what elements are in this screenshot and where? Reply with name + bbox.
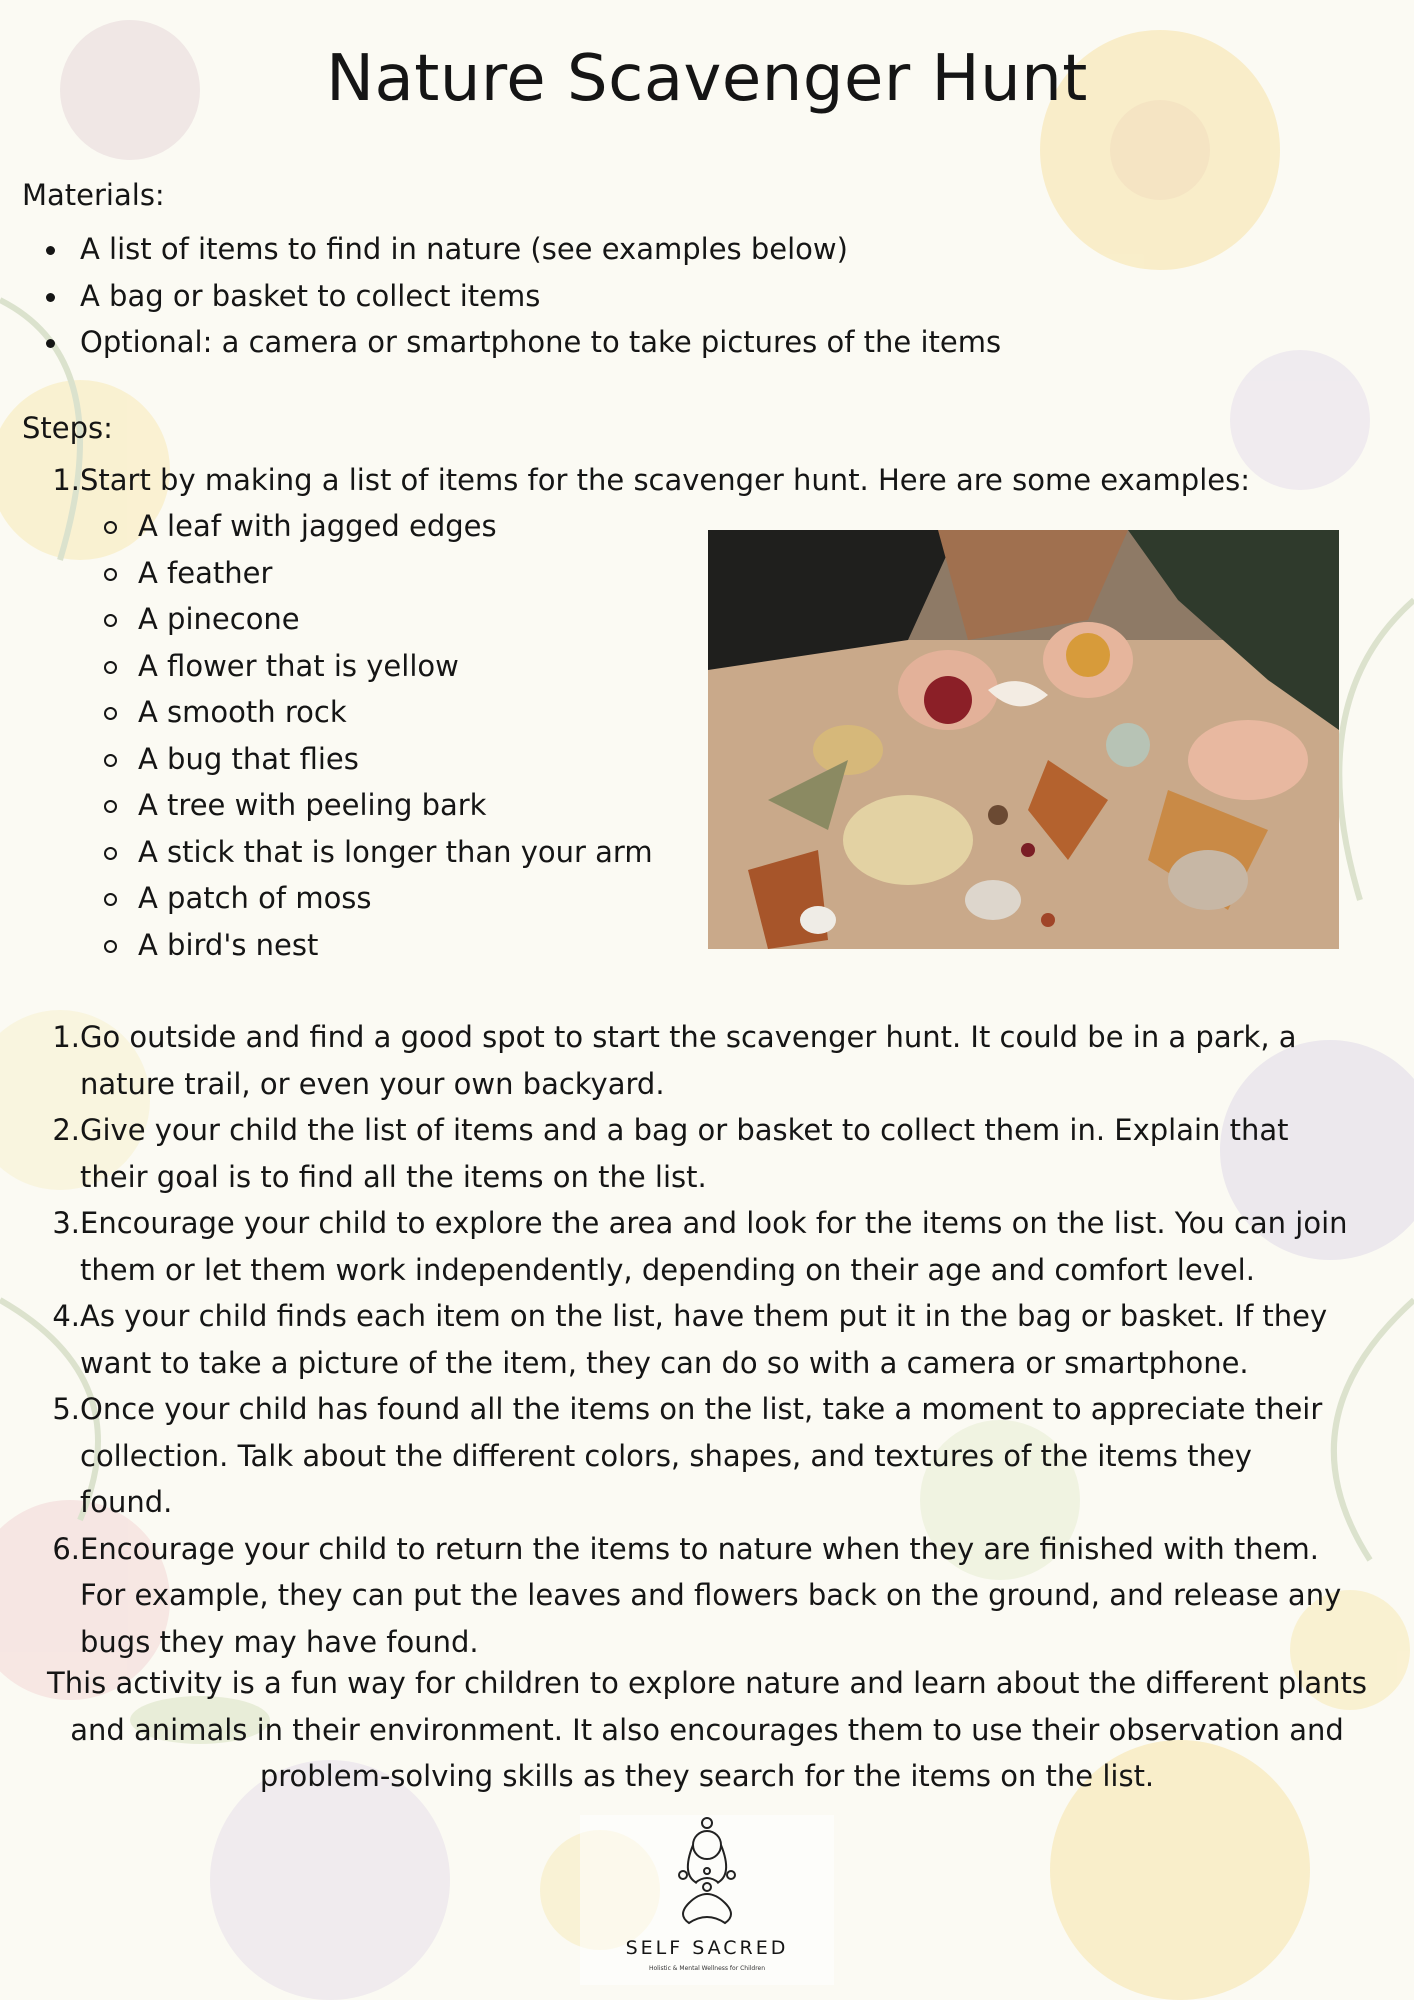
list-item: A bug that flies: [80, 736, 653, 783]
list-item: [22, 1107, 1352, 1200]
list-item: [22, 1014, 1352, 1107]
list-item: A pinecone: [80, 596, 653, 643]
list-item: A leaf with jagged edges: [80, 503, 653, 550]
step-number: 4.: [52, 1299, 80, 1333]
list-item: A smooth rock: [80, 689, 653, 736]
page-title: Nature Scavenger Hunt: [326, 42, 1088, 116]
list-item: A list of items to find in nature (see examples below): [22, 226, 1001, 273]
materials-heading: Materials:: [22, 178, 165, 212]
list-item: A bag or basket to collect items: [22, 273, 1001, 320]
list-item: A patch of moss: [80, 875, 653, 922]
materials-list: [22, 226, 1001, 366]
step-number: 2.: [52, 1113, 80, 1147]
step-number: 5.: [52, 1392, 80, 1426]
list-item: [22, 1526, 1352, 1666]
step-text: Go outside and find a good spot to start the scavenger hunt. It could be in a park, a nature trail, or even your own backyard.: [80, 1020, 1297, 1101]
list-item: [22, 1386, 1352, 1526]
step-intro: [22, 457, 1250, 504]
list-item: A tree with peeling bark: [80, 782, 653, 829]
steps-list: [22, 1014, 1352, 1665]
step-text: Start by making a list of items for the scavenger hunt. Here are some examples:: [80, 463, 1250, 497]
list-item: A feather: [80, 550, 653, 597]
brand-name: SELF SACRED: [625, 1937, 789, 1959]
step-number: 6.: [52, 1531, 80, 1566]
step-number: 1.: [52, 1020, 80, 1054]
step-text: As your child finds each item on the list, have them put it in the bag or basket. If they want to take a picture of the item, they can do so with a camera or smartphone.: [80, 1299, 1328, 1380]
step-number: 1.: [52, 463, 80, 497]
examples-list: [80, 503, 653, 968]
list-item: Optional: a camera or smartphone to take pictures of the items: [22, 319, 1001, 366]
list-item: [22, 1293, 1352, 1386]
step-number: 3.: [52, 1206, 80, 1240]
list-item: A flower that is yellow: [80, 643, 653, 690]
self-sacred-logo: [580, 1815, 834, 1985]
step-text: Once your child has found all the items on the list, take a moment to appreciate their collection. Talk about the different colors, shapes, and textures of the items they found.: [80, 1392, 1323, 1519]
meditating-figure-icon: [667, 1815, 747, 1935]
nature-items-photo: [708, 530, 1339, 949]
closing-paragraph: This activity is a fun way for children to explore nature and learn about the different plants and animals in their environment. It also encourages them to use their observation and problem-solving skills as they search for the items on the list.: [47, 1666, 1367, 1793]
step-text: Encourage your child to return the items to nature when they are finished with them. For example, they can put the leaves and flowers back on the ground, and release any bugs they may have found.: [80, 1531, 1342, 1659]
list-item: A bird's nest: [80, 922, 653, 969]
list-item: [22, 1200, 1352, 1293]
brand-tagline: Holistic & Mental Wellness for Children: [648, 1965, 766, 1972]
step-text: Encourage your child to explore the area and look for the items on the list. You can join them or let them work independently, depending on their age and comfort level.: [80, 1206, 1348, 1287]
steps-heading: Steps:: [22, 411, 113, 445]
step-text: Give your child the list of items and a bag or basket to collect them in. Explain that their goal is to find all the items on the list.: [80, 1113, 1289, 1194]
list-item: A stick that is longer than your arm: [80, 829, 653, 876]
